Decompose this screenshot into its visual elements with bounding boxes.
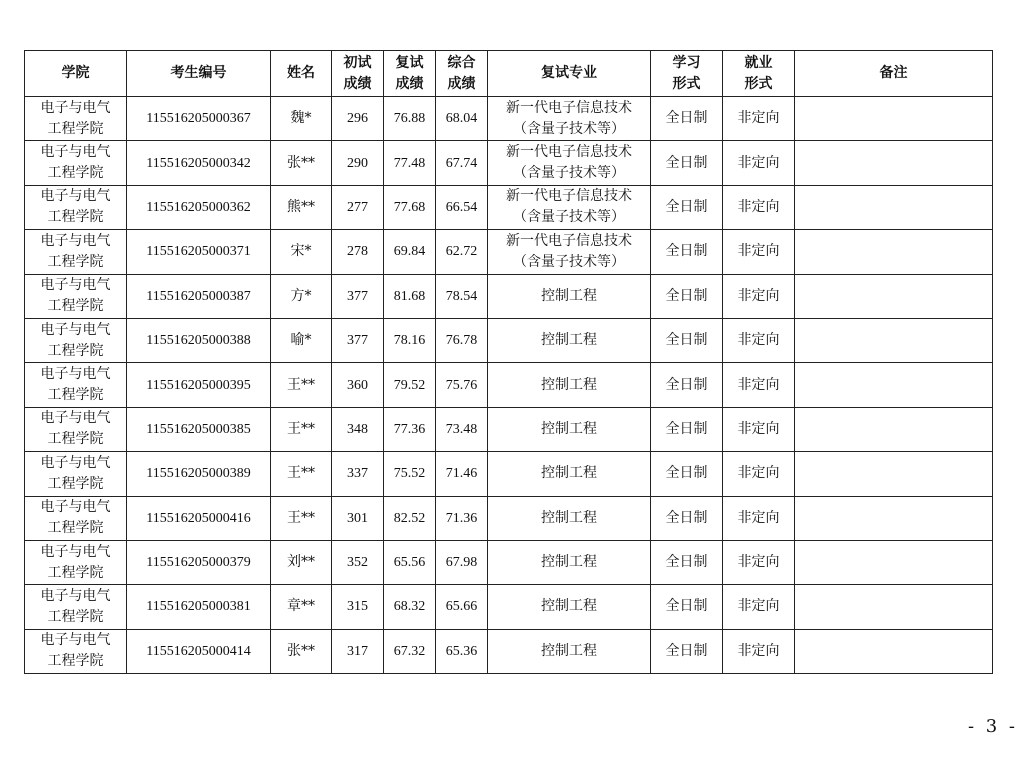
employment-mode-cell: 非定向 — [723, 318, 795, 362]
note-cell — [795, 629, 993, 673]
retest-score-cell: 77.68 — [384, 185, 436, 229]
major-line: 控制工程 — [541, 554, 597, 571]
major-cell — [488, 540, 651, 584]
name-cell: 王** — [271, 407, 332, 451]
total-score-cell: 66.54 — [436, 185, 488, 229]
employment-mode-cell: 非定向 — [723, 629, 795, 673]
study-mode-cell: 全日制 — [651, 141, 723, 185]
college-line: 工程学院 — [47, 120, 104, 137]
table-row — [25, 97, 993, 141]
name-cell: 宋* — [271, 230, 332, 274]
college-cell — [25, 274, 127, 318]
header-prelim-line-2: 成绩 — [343, 75, 372, 92]
college-line: 电子与电气 — [40, 321, 111, 338]
employment-mode-cell: 非定向 — [723, 97, 795, 141]
study-mode-cell: 全日制 — [651, 230, 723, 274]
college-line: 电子与电气 — [40, 543, 111, 560]
name-cell: 张** — [271, 141, 332, 185]
major-line: （含量子技术等） — [513, 253, 625, 270]
exam-id-cell: 115516205000362 — [127, 185, 271, 229]
major-line: （含量子技术等） — [513, 120, 625, 137]
table-row — [25, 540, 993, 584]
table-row — [25, 363, 993, 407]
prelim-score-cell: 296 — [332, 97, 384, 141]
major-cell — [488, 363, 651, 407]
header-prelim-score — [332, 51, 384, 97]
study-mode-cell: 全日制 — [651, 318, 723, 362]
retest-score-cell: 68.32 — [384, 585, 436, 629]
major-cell — [488, 318, 651, 362]
study-mode-cell: 全日制 — [651, 452, 723, 496]
total-score-cell: 67.98 — [436, 540, 488, 584]
prelim-score-cell: 278 — [332, 230, 384, 274]
college-line: 电子与电气 — [40, 232, 111, 249]
major-cell — [488, 141, 651, 185]
table-row — [25, 318, 993, 362]
retest-score-cell: 75.52 — [384, 452, 436, 496]
header-study-line-2: 形式 — [672, 75, 701, 92]
college-line: 电子与电气 — [40, 99, 111, 116]
note-cell — [795, 585, 993, 629]
name-cell: 方* — [271, 274, 332, 318]
major-cell — [488, 185, 651, 229]
total-score-cell: 67.74 — [436, 141, 488, 185]
table-row — [25, 452, 993, 496]
note-cell — [795, 363, 993, 407]
header-retest-line-2: 成绩 — [395, 75, 424, 92]
study-mode-cell: 全日制 — [651, 540, 723, 584]
exam-id-cell: 115516205000385 — [127, 407, 271, 451]
major-cell — [488, 452, 651, 496]
header-study-mode — [651, 51, 723, 97]
table-header-row — [25, 51, 993, 97]
college-line: 电子与电气 — [40, 144, 111, 161]
study-mode-cell: 全日制 — [651, 629, 723, 673]
major-line: 新一代电子信息技术 — [506, 232, 632, 249]
college-cell — [25, 540, 127, 584]
name-cell: 王** — [271, 363, 332, 407]
major-cell — [488, 629, 651, 673]
college-cell — [25, 230, 127, 274]
retest-score-cell: 65.56 — [384, 540, 436, 584]
employment-mode-cell: 非定向 — [723, 274, 795, 318]
prelim-score-cell: 360 — [332, 363, 384, 407]
retest-score-cell: 79.52 — [384, 363, 436, 407]
prelim-score-cell: 277 — [332, 185, 384, 229]
college-line: 工程学院 — [47, 475, 104, 492]
college-cell — [25, 629, 127, 673]
header-employ-line-1: 就业 — [744, 54, 773, 71]
prelim-score-cell: 337 — [332, 452, 384, 496]
study-mode-cell: 全日制 — [651, 274, 723, 318]
major-line: 控制工程 — [541, 376, 597, 393]
total-score-cell: 71.46 — [436, 452, 488, 496]
college-line: 工程学院 — [47, 165, 104, 182]
major-line: 控制工程 — [541, 598, 597, 615]
major-line: （含量子技术等） — [513, 165, 625, 182]
header-study-line-1: 学习 — [672, 54, 701, 71]
exam-id-cell: 115516205000371 — [127, 230, 271, 274]
college-line: 电子与电气 — [40, 410, 111, 427]
header-major: 复试专业 — [488, 51, 651, 97]
major-line: 控制工程 — [541, 642, 597, 659]
prelim-score-cell: 301 — [332, 496, 384, 540]
college-cell — [25, 452, 127, 496]
major-line: 控制工程 — [541, 465, 597, 482]
header-college: 学院 — [25, 51, 127, 97]
major-line: 新一代电子信息技术 — [506, 144, 632, 161]
prelim-score-cell: 317 — [332, 629, 384, 673]
header-total-line-2: 成绩 — [447, 75, 476, 92]
study-mode-cell: 全日制 — [651, 496, 723, 540]
header-exam-id: 考生编号 — [127, 51, 271, 97]
name-cell: 熊** — [271, 185, 332, 229]
header-total-score — [436, 51, 488, 97]
prelim-score-cell: 377 — [332, 274, 384, 318]
prelim-score-cell: 290 — [332, 141, 384, 185]
major-line: 新一代电子信息技术 — [506, 99, 632, 116]
header-employ-line-2: 形式 — [744, 75, 773, 92]
college-line: 电子与电气 — [40, 188, 111, 205]
note-cell — [795, 540, 993, 584]
prelim-score-cell: 377 — [332, 318, 384, 362]
employment-mode-cell: 非定向 — [723, 141, 795, 185]
note-cell — [795, 407, 993, 451]
total-score-cell: 78.54 — [436, 274, 488, 318]
total-score-cell: 76.78 — [436, 318, 488, 362]
college-line: 工程学院 — [47, 387, 104, 404]
name-cell: 喻* — [271, 318, 332, 362]
major-line: 新一代电子信息技术 — [506, 188, 632, 205]
note-cell — [795, 496, 993, 540]
table-row — [25, 629, 993, 673]
major-cell — [488, 585, 651, 629]
major-cell — [488, 230, 651, 274]
table-row — [25, 185, 993, 229]
note-cell — [795, 452, 993, 496]
header-prelim-line-1: 初试 — [343, 54, 372, 71]
note-cell — [795, 230, 993, 274]
note-cell — [795, 141, 993, 185]
employment-mode-cell: 非定向 — [723, 452, 795, 496]
note-cell — [795, 185, 993, 229]
header-note: 备注 — [795, 51, 993, 97]
note-cell — [795, 97, 993, 141]
exam-id-cell: 115516205000367 — [127, 97, 271, 141]
major-line: 控制工程 — [541, 509, 597, 526]
college-line: 工程学院 — [47, 653, 104, 670]
exam-id-cell: 115516205000414 — [127, 629, 271, 673]
college-cell — [25, 585, 127, 629]
exam-id-cell: 115516205000381 — [127, 585, 271, 629]
college-cell — [25, 141, 127, 185]
college-line: 工程学院 — [47, 253, 104, 270]
college-line: 电子与电气 — [40, 587, 111, 604]
name-cell: 王** — [271, 496, 332, 540]
note-cell — [795, 318, 993, 362]
college-line: 工程学院 — [47, 209, 104, 226]
page-number: - 3 - — [967, 716, 1018, 737]
college-line: 工程学院 — [47, 608, 104, 625]
total-score-cell: 65.66 — [436, 585, 488, 629]
major-line: 控制工程 — [541, 332, 597, 349]
college-cell — [25, 97, 127, 141]
college-cell — [25, 185, 127, 229]
college-cell — [25, 318, 127, 362]
header-employment-mode — [723, 51, 795, 97]
study-mode-cell: 全日制 — [651, 97, 723, 141]
employment-mode-cell: 非定向 — [723, 585, 795, 629]
college-line: 工程学院 — [47, 431, 104, 448]
employment-mode-cell: 非定向 — [723, 540, 795, 584]
header-name: 姓名 — [271, 51, 332, 97]
college-line: 电子与电气 — [40, 499, 111, 516]
retest-score-cell: 81.68 — [384, 274, 436, 318]
total-score-cell: 65.36 — [436, 629, 488, 673]
major-cell — [488, 496, 651, 540]
study-mode-cell: 全日制 — [651, 585, 723, 629]
employment-mode-cell: 非定向 — [723, 185, 795, 229]
exam-id-cell: 115516205000379 — [127, 540, 271, 584]
prelim-score-cell: 315 — [332, 585, 384, 629]
note-cell — [795, 274, 993, 318]
employment-mode-cell: 非定向 — [723, 230, 795, 274]
college-cell — [25, 407, 127, 451]
retest-score-cell: 82.52 — [384, 496, 436, 540]
exam-id-cell: 115516205000416 — [127, 496, 271, 540]
retest-score-cell: 69.84 — [384, 230, 436, 274]
header-retest-score — [384, 51, 436, 97]
retest-score-cell: 78.16 — [384, 318, 436, 362]
retest-score-cell: 77.36 — [384, 407, 436, 451]
total-score-cell: 73.48 — [436, 407, 488, 451]
college-cell — [25, 496, 127, 540]
study-mode-cell: 全日制 — [651, 407, 723, 451]
employment-mode-cell: 非定向 — [723, 496, 795, 540]
header-retest-line-1: 复试 — [395, 54, 424, 71]
college-line: 电子与电气 — [40, 277, 111, 294]
prelim-score-cell: 348 — [332, 407, 384, 451]
name-cell: 刘** — [271, 540, 332, 584]
admission-results-table — [24, 50, 993, 674]
table-row — [25, 585, 993, 629]
major-cell — [488, 407, 651, 451]
retest-score-cell: 77.48 — [384, 141, 436, 185]
college-line: 工程学院 — [47, 564, 104, 581]
college-line: 工程学院 — [47, 520, 104, 537]
college-line: 电子与电气 — [40, 454, 111, 471]
exam-id-cell: 115516205000389 — [127, 452, 271, 496]
retest-score-cell: 76.88 — [384, 97, 436, 141]
study-mode-cell: 全日制 — [651, 363, 723, 407]
name-cell: 魏* — [271, 97, 332, 141]
exam-id-cell: 115516205000342 — [127, 141, 271, 185]
major-cell — [488, 97, 651, 141]
table-row — [25, 230, 993, 274]
college-line: 工程学院 — [47, 342, 104, 359]
exam-id-cell: 115516205000388 — [127, 318, 271, 362]
college-cell — [25, 363, 127, 407]
total-score-cell: 75.76 — [436, 363, 488, 407]
major-cell — [488, 274, 651, 318]
major-line: 控制工程 — [541, 287, 597, 304]
total-score-cell: 62.72 — [436, 230, 488, 274]
prelim-score-cell: 352 — [332, 540, 384, 584]
header-total-line-1: 综合 — [447, 54, 476, 71]
name-cell: 张** — [271, 629, 332, 673]
employment-mode-cell: 非定向 — [723, 363, 795, 407]
study-mode-cell: 全日制 — [651, 185, 723, 229]
college-line: 电子与电气 — [40, 366, 111, 383]
total-score-cell: 68.04 — [436, 97, 488, 141]
major-line: （含量子技术等） — [513, 209, 625, 226]
table-row — [25, 407, 993, 451]
exam-id-cell: 115516205000387 — [127, 274, 271, 318]
name-cell: 章** — [271, 585, 332, 629]
college-line: 工程学院 — [47, 298, 104, 315]
exam-id-cell: 115516205000395 — [127, 363, 271, 407]
college-line: 电子与电气 — [40, 632, 111, 649]
total-score-cell: 71.36 — [436, 496, 488, 540]
table-row — [25, 274, 993, 318]
major-line: 控制工程 — [541, 420, 597, 437]
employment-mode-cell: 非定向 — [723, 407, 795, 451]
table-body — [25, 97, 993, 674]
table-row — [25, 141, 993, 185]
table-row — [25, 496, 993, 540]
retest-score-cell: 67.32 — [384, 629, 436, 673]
name-cell: 王** — [271, 452, 332, 496]
